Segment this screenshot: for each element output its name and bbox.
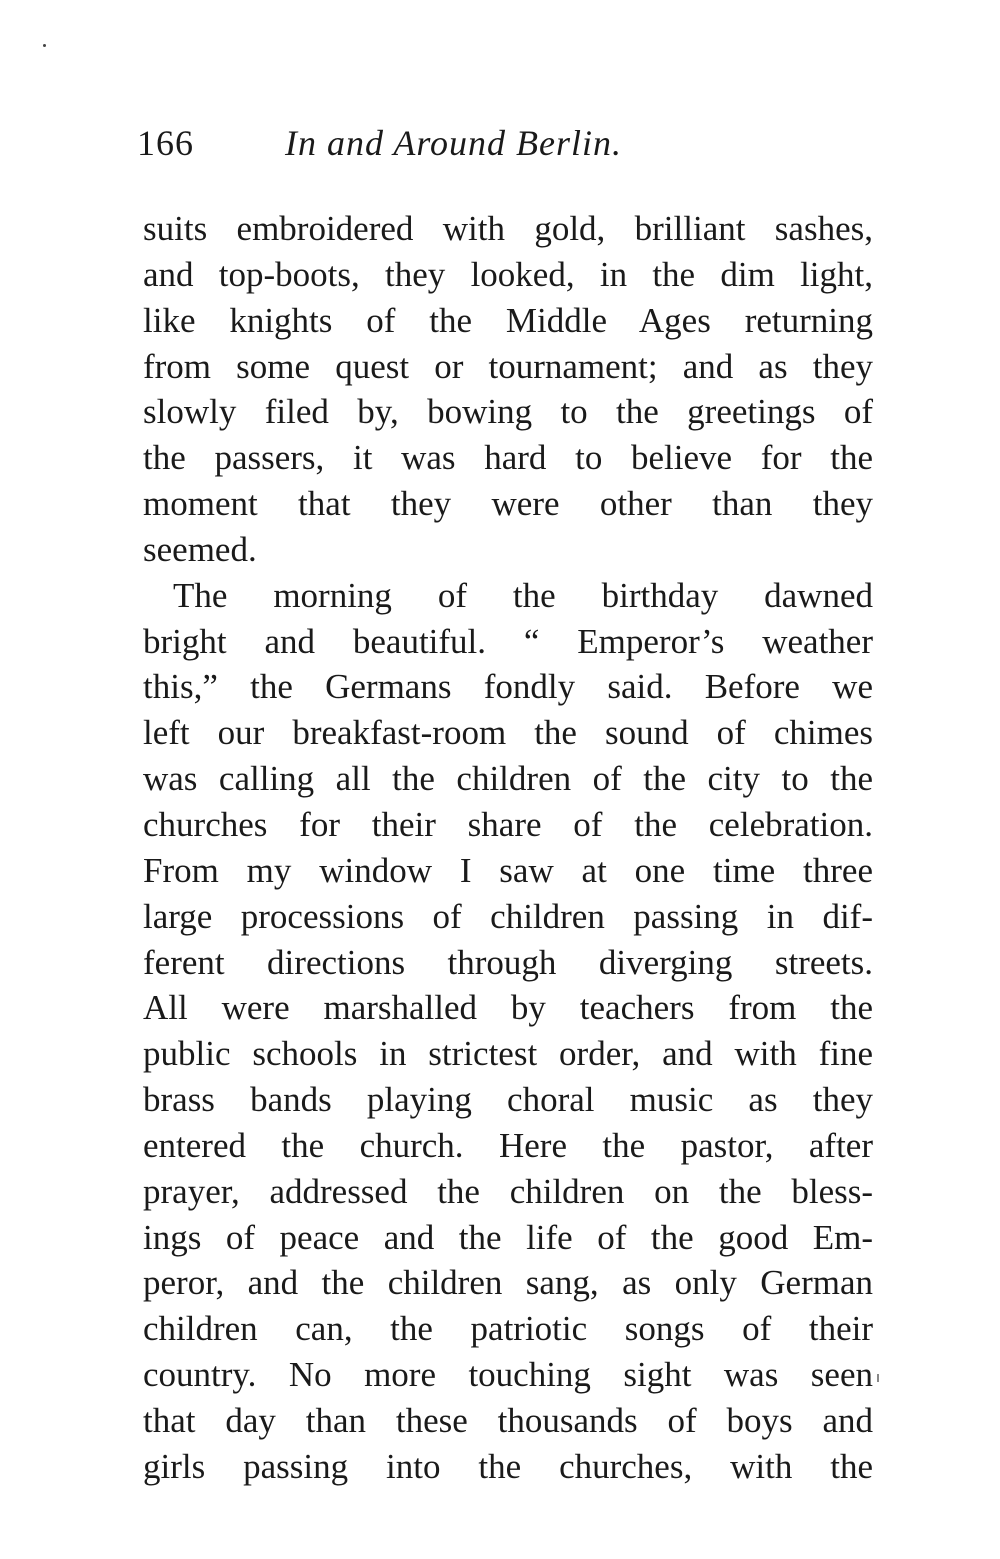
text-line: suits embroidered with gold, brilliant sashes, — [143, 209, 873, 248]
text-line: seemed. — [143, 529, 257, 569]
scan-mark — [877, 1374, 879, 1382]
text-line: from some quest or tournament; and as they — [143, 346, 873, 386]
text-line: public schools in strictest order, and with fine — [143, 1034, 873, 1074]
text-line: ferent directions through diverging streets. — [143, 942, 873, 982]
page-body — [143, 206, 873, 1490]
page-number: 166 — [137, 123, 194, 163]
running-title: In and Around Berlin. — [285, 123, 622, 163]
text-line: peror, and the children sang, as only German — [143, 1263, 873, 1303]
text-line: The morning of the birthday dawned — [173, 575, 873, 615]
text-line: slowly filed by, bowing to the greetings of — [143, 392, 873, 432]
text-line: that day than these thousands of boys and — [143, 1400, 873, 1440]
text-line: entered the church. Here the pastor, after — [143, 1125, 873, 1165]
text-line: ings of peace and the life of the good Em- — [143, 1217, 873, 1257]
text-line: large processions of children passing in dif- — [143, 896, 873, 936]
text-line: prayer, addressed the children on the bless- — [143, 1171, 873, 1211]
text-line: like knights of the Middle Ages returning — [143, 300, 873, 340]
scan-speck — [43, 44, 46, 47]
text-line: country. No more touching sight was seen — [143, 1355, 873, 1395]
text-line: and top-boots, they looked, in the dim light, — [143, 254, 873, 294]
text-line: churches for their share of the celebration. — [143, 804, 873, 844]
text-line: moment that they were other than they — [143, 484, 873, 524]
text-line: brass bands playing choral music as they — [143, 1080, 873, 1120]
text-line: bright and beautiful. “ Emperor’s weather — [143, 621, 873, 661]
text-line: left our breakfast-room the sound of chimes — [143, 713, 873, 753]
text-line: the passers, it was hard to believe for the — [143, 438, 873, 478]
text-line: girls passing into the churches, with the — [143, 1446, 873, 1486]
text-line: was calling all the children of the city to the — [143, 759, 873, 799]
text-line: children can, the patriotic songs of their — [143, 1309, 873, 1349]
text-line: From my window I saw at one time three — [143, 850, 873, 890]
text-line: All were marshalled by teachers from the — [143, 988, 873, 1028]
text-line: this,” the Germans fondly said. Before we — [143, 667, 873, 707]
running-header — [137, 122, 877, 172]
